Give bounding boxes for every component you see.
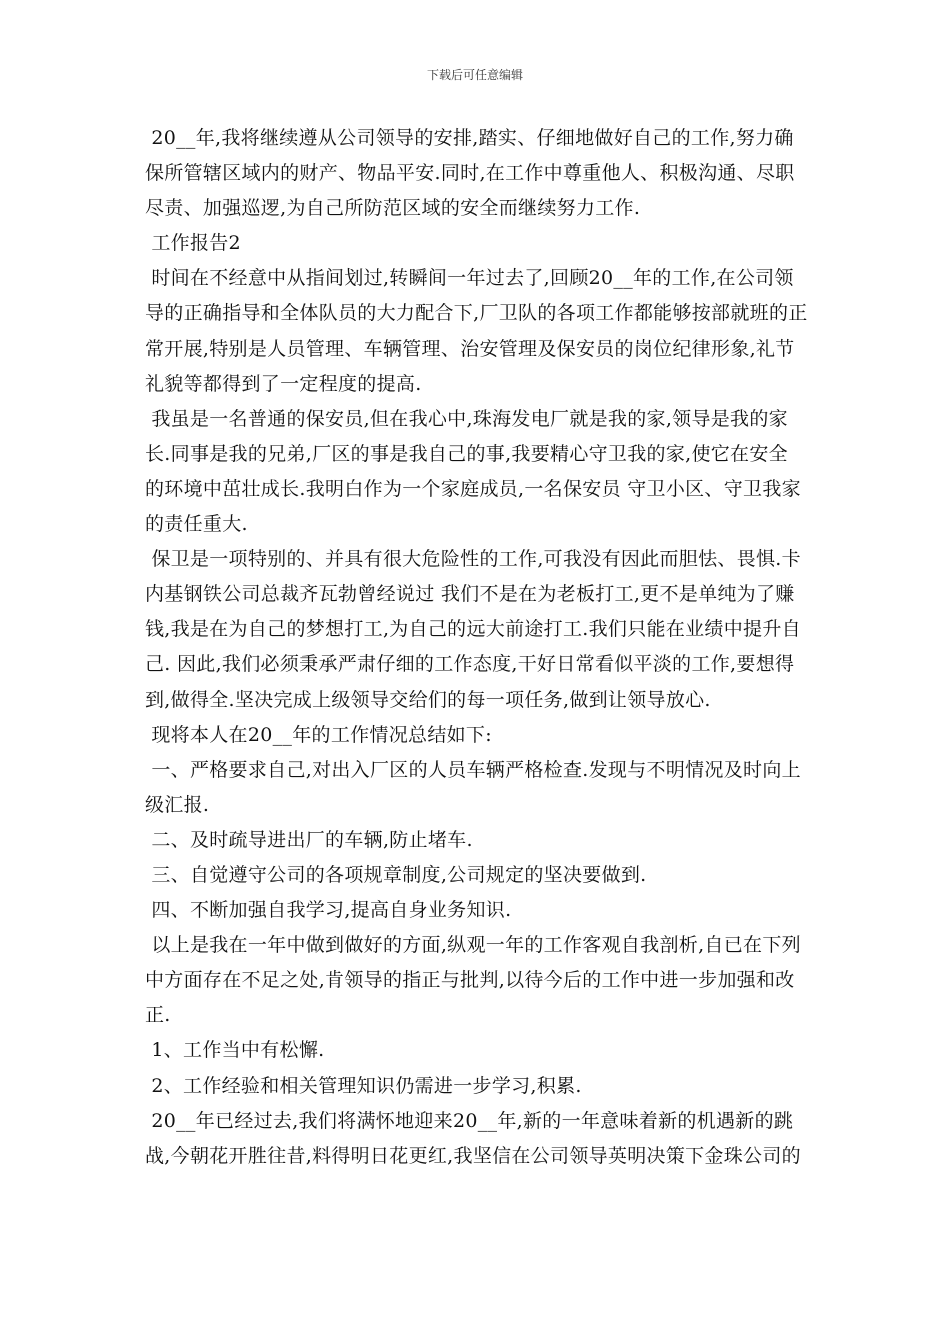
text-line: 时间在不经意中从指间划过,转瞬间一年过去了,回顾20__年的工作,在公司领: [145, 267, 794, 290]
text-line: 常开展,特别是人员管理、车辆管理、治安管理及保安员的岗位纪律形象,礼节: [145, 337, 795, 360]
list-item: 三、自觉遵守公司的各项规章制度,公司规定的坚决要做到.: [145, 863, 647, 886]
text-line: 保卫是一项特别的、并具有很大危险性的工作,可我没有因此而胆怯、畏惧.卡: [145, 548, 801, 571]
list-item: 二、及时疏导进出厂的车辆,防止堵车.: [145, 828, 473, 851]
text-line: 的环境中茁壮成长.我明白作为一个家庭成员,一名保安员 守卫小区、守卫我家: [145, 477, 801, 500]
text-line: 战,今朝花开胜往昔,料得明日花更红,我坚信在公司领导英明决策下金珠公司的: [145, 1144, 801, 1167]
text-line: 长.同事是我的兄弟,厂区的事是我自己的事,我要精心守卫我的家,使它在安全: [145, 442, 788, 465]
text-line: 以上是我在一年中做到做好的方面,纵观一年的工作客观自我剖析,自已在下列: [145, 934, 801, 957]
text-line: 级汇报.: [145, 793, 210, 816]
text-line: 正.: [145, 1004, 171, 1027]
text-line: 内基钢铁公司总裁齐瓦勃曾经说过 我们不是在为老板打工,更不是单纯为了赚: [145, 583, 795, 606]
text-line: 尽责、加强巡逻,为自己所防范区域的安全而继续努力工作.: [145, 197, 641, 220]
list-item: 2、工作经验和相关管理知识仍需进一步学习,积累.: [145, 1074, 582, 1097]
text-line: 己. 因此,我们必须秉承严肃仔细的工作态度,干好日常看似平淡的工作,要想得: [145, 653, 795, 676]
text-line: 钱,我是在为自己的梦想打工,为自己的远大前途打工.我们只能在业绩中提升自: [145, 618, 801, 641]
list-item: 一、严格要求自己,对出入厂区的人员车辆严格检查.发现与不明情况及时向上: [145, 758, 801, 781]
text-line: 导的正确指导和全体队员的大力配合下,厂卫队的各项工作都能够按部就班的正: [145, 302, 808, 325]
text-line: 20__年,我将继续遵从公司领导的安排,踏实、仔细地做好自己的工作,努力确: [145, 127, 794, 149]
text-line: 保所管辖区域内的财产、物品平安.同时,在工作中尊重他人、积极沟通、尽职: [145, 162, 795, 185]
text-line: 20__年已经过去,我们将满怀地迎来20__年,新的一年意味着新的机遇新的跳: [145, 1109, 794, 1132]
text-line: 到,做得全.坚决完成上级领导交给们的每一项任务,做到让领导放心.: [145, 688, 711, 711]
list-item: 1、工作当中有松懈.: [145, 1039, 325, 1062]
text-line: 我虽是一名普通的保安员,但在我心中,珠海发电厂就是我的家,领导是我的家: [145, 407, 788, 430]
list-item: 四、不断加强自我学习,提高自身业务知识.: [145, 899, 512, 922]
text-line: 中方面存在不足之处,肯领导的指正与批判,以待今后的工作中进一步加强和改: [145, 969, 795, 992]
text-line: 礼貌等都得到了一定程度的提高.: [145, 372, 422, 395]
section-heading: 工作报告2: [145, 232, 241, 255]
text-line: 现将本人在20__年的工作情况总结如下:: [145, 723, 492, 746]
document-body: [145, 121, 815, 1174]
text-line: 的责任重大.: [145, 513, 248, 536]
header-note: 下载后可任意编辑: [426, 68, 523, 82]
